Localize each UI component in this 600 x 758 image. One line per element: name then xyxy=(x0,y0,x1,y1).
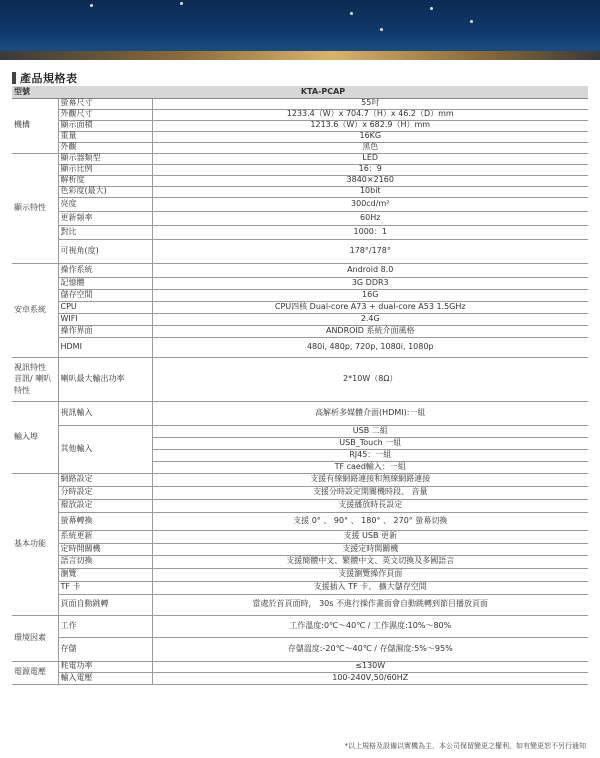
value-cell: 2.4G xyxy=(152,313,588,325)
item-cell: 解析度 xyxy=(58,175,152,186)
table-row xyxy=(12,109,588,120)
star-decoration xyxy=(380,28,383,31)
section-title xyxy=(12,71,78,85)
table-header-row xyxy=(12,86,588,98)
gold-stripe xyxy=(0,51,600,60)
footnote: *以上規格及設備以實機為主，本公司保留變更之權利，如有變更恕不另行通知 xyxy=(344,742,586,750)
value-cell: Android 8.0 xyxy=(152,263,588,277)
item-cell: 顯示比例 xyxy=(58,164,152,175)
table-row xyxy=(12,473,588,486)
item-cell: 外觀 xyxy=(58,142,152,153)
value-cell: 支援 USB 更新 xyxy=(152,530,588,543)
value-cell: RJ45：一組 xyxy=(152,449,588,461)
table-row xyxy=(12,120,588,131)
category-cell: 機構 xyxy=(12,98,58,153)
table-row xyxy=(12,555,588,568)
value-cell: 178°/178° xyxy=(152,239,588,263)
value-cell: 支援插入 TF 卡、 擴大儲存空間 xyxy=(152,581,588,594)
category-cell: 安卓系統 xyxy=(12,263,58,357)
table-row xyxy=(12,486,588,499)
value-cell: 支援分時設定開關機時段、 音量 xyxy=(152,486,588,499)
item-cell: 輸入電壓 xyxy=(58,672,152,684)
value-cell: 1000：1 xyxy=(152,225,588,239)
item-cell: 記憶體 xyxy=(58,277,152,289)
item-cell: 其他輸入 xyxy=(58,425,152,473)
category-cell: 電源電壓 xyxy=(12,661,58,684)
value-cell: 10bit xyxy=(152,186,588,197)
item-cell: 網路設定 xyxy=(58,473,152,486)
value-cell: 存儲溫度:-20℃～40℃ / 存儲濕度:5%～95% xyxy=(152,637,588,661)
spec-table xyxy=(12,86,588,685)
item-cell: TF 卡 xyxy=(58,581,152,594)
table-row xyxy=(12,98,588,109)
value-cell: 3G DDR3 xyxy=(152,277,588,289)
value-cell: 300cd/m² xyxy=(152,197,588,211)
value-cell: USB 二組 xyxy=(152,425,588,437)
category-cell: 顯示特性 xyxy=(12,153,58,263)
item-cell: HDMI xyxy=(58,337,152,357)
star-decoration xyxy=(430,7,433,10)
table-row xyxy=(12,530,588,543)
table-row xyxy=(12,197,588,211)
table-row xyxy=(12,301,588,313)
table-row xyxy=(12,401,588,425)
value-cell: USB_Touch 一組 xyxy=(152,437,588,449)
table-row xyxy=(12,672,588,684)
table-row xyxy=(12,568,588,581)
item-cell: 耗電功率 xyxy=(58,661,152,672)
table-row xyxy=(12,499,588,512)
item-cell: 螢幕轉換 xyxy=(58,512,152,530)
category-cell: 基本功能 xyxy=(12,473,58,615)
table-row xyxy=(12,277,588,289)
star-decoration xyxy=(350,12,353,15)
item-cell: 可視角(度) xyxy=(58,239,152,263)
table-row xyxy=(12,325,588,337)
value-cell: 支援簡體中文、繁體中文、英文切換及多國語言 xyxy=(152,555,588,568)
page-title: 產品規格表 xyxy=(20,72,78,85)
star-decoration xyxy=(470,20,473,23)
item-cell: 顯示面積 xyxy=(58,120,152,131)
table-row xyxy=(12,357,588,401)
item-cell: 分時設定 xyxy=(58,486,152,499)
star-decoration xyxy=(90,4,93,7)
value-cell: 高解析多媒體介面(HDMI):一組 xyxy=(152,401,588,425)
item-cell: 語言切換 xyxy=(58,555,152,568)
value-cell: 工作溫度:0℃～40℃ / 工作濕度:10%～80% xyxy=(152,615,588,637)
table-row xyxy=(12,637,588,661)
category-cell: 視訊特性 音訊/ 喇叭特性 xyxy=(12,357,58,401)
value-cell: 1213.6（W）x 682.9（H）mm xyxy=(152,120,588,131)
table-row xyxy=(12,211,588,225)
header-banner xyxy=(0,0,600,60)
item-cell: 對比 xyxy=(58,225,152,239)
table-row xyxy=(12,512,588,530)
item-cell: 存儲 xyxy=(58,637,152,661)
item-cell: 操作界面 xyxy=(58,325,152,337)
value-cell: 支援有線網路連接和無線網路連接 xyxy=(152,473,588,486)
item-cell: 螢幕尺寸 xyxy=(58,98,152,109)
value-cell: 2*10W（8Ω） xyxy=(152,357,588,401)
value-cell: TF caed輸入：一組 xyxy=(152,461,588,473)
model-value: KTA-PCAP xyxy=(58,86,588,98)
table-row xyxy=(12,239,588,263)
table-row xyxy=(12,263,588,277)
item-cell: 定時開關機 xyxy=(58,543,152,555)
item-cell: 視訊輸入 xyxy=(58,401,152,425)
value-cell: LED xyxy=(152,153,588,164)
value-cell: 支援播放時長設定 xyxy=(152,499,588,512)
item-cell: 顯示器類型 xyxy=(58,153,152,164)
item-cell: 操作系統 xyxy=(58,263,152,277)
table-row xyxy=(12,164,588,175)
value-cell: 100-240V,50/60HZ xyxy=(152,672,588,684)
item-cell: 重量 xyxy=(58,131,152,142)
table-row xyxy=(12,153,588,164)
value-cell: 480i, 480p, 720p, 1080i, 1080p xyxy=(152,337,588,357)
value-cell: 60Hz xyxy=(152,211,588,225)
table-row xyxy=(12,131,588,142)
value-cell: 1233.4（W）x 704.7（H）x 46.2（D）mm xyxy=(152,109,588,120)
value-cell: CPU四核 Dual-core A73 + dual-core A53 1.5GHz xyxy=(152,301,588,313)
table-row xyxy=(12,425,588,437)
value-cell: 當處於首頁面時， 30s 不進行操作畫面會自動跳轉到節目播放頁面 xyxy=(152,594,588,615)
item-cell: 亮度 xyxy=(58,197,152,211)
value-cell: 55吋 xyxy=(152,98,588,109)
item-cell: 頁面自動跳轉 xyxy=(58,594,152,615)
value-cell: 支援 0° 、 90° 、 180° 、 270° 螢幕切換 xyxy=(152,512,588,530)
table-row xyxy=(12,313,588,325)
item-cell: 撥放設定 xyxy=(58,499,152,512)
value-cell: 3840×2160 xyxy=(152,175,588,186)
value-cell: 黑色 xyxy=(152,142,588,153)
item-cell: CPU xyxy=(58,301,152,313)
category-cell: 環境因素 xyxy=(12,615,58,661)
item-cell: 外觀尺寸 xyxy=(58,109,152,120)
title-marker-icon xyxy=(12,72,16,84)
item-cell: 色彩度(最大) xyxy=(58,186,152,197)
value-cell: 16KG xyxy=(152,131,588,142)
value-cell: 16G xyxy=(152,289,588,301)
table-row xyxy=(12,225,588,239)
value-cell: ≤130W xyxy=(152,661,588,672)
item-cell: 瀏覽 xyxy=(58,568,152,581)
table-row xyxy=(12,661,588,672)
star-decoration xyxy=(180,2,183,5)
model-label: 型號 xyxy=(12,86,58,98)
table-row xyxy=(12,289,588,301)
value-cell: 16：9 xyxy=(152,164,588,175)
table-row xyxy=(12,594,588,615)
item-cell: 喇叭最大輸出功率 xyxy=(58,357,152,401)
item-cell: 更新頻率 xyxy=(58,211,152,225)
item-cell: 儲存空間 xyxy=(58,289,152,301)
table-row xyxy=(12,175,588,186)
table-row xyxy=(12,615,588,637)
value-cell: 支援定時開關機 xyxy=(152,543,588,555)
value-cell: ANDROID 系統介面風格 xyxy=(152,325,588,337)
table-row xyxy=(12,186,588,197)
table-row xyxy=(12,543,588,555)
table-row xyxy=(12,142,588,153)
category-cell: 輸入埠 xyxy=(12,401,58,473)
table-row xyxy=(12,581,588,594)
table-row xyxy=(12,337,588,357)
item-cell: 工作 xyxy=(58,615,152,637)
item-cell: WIFI xyxy=(58,313,152,325)
item-cell: 系統更新 xyxy=(58,530,152,543)
value-cell: 支援瀏覽操作頁面 xyxy=(152,568,588,581)
